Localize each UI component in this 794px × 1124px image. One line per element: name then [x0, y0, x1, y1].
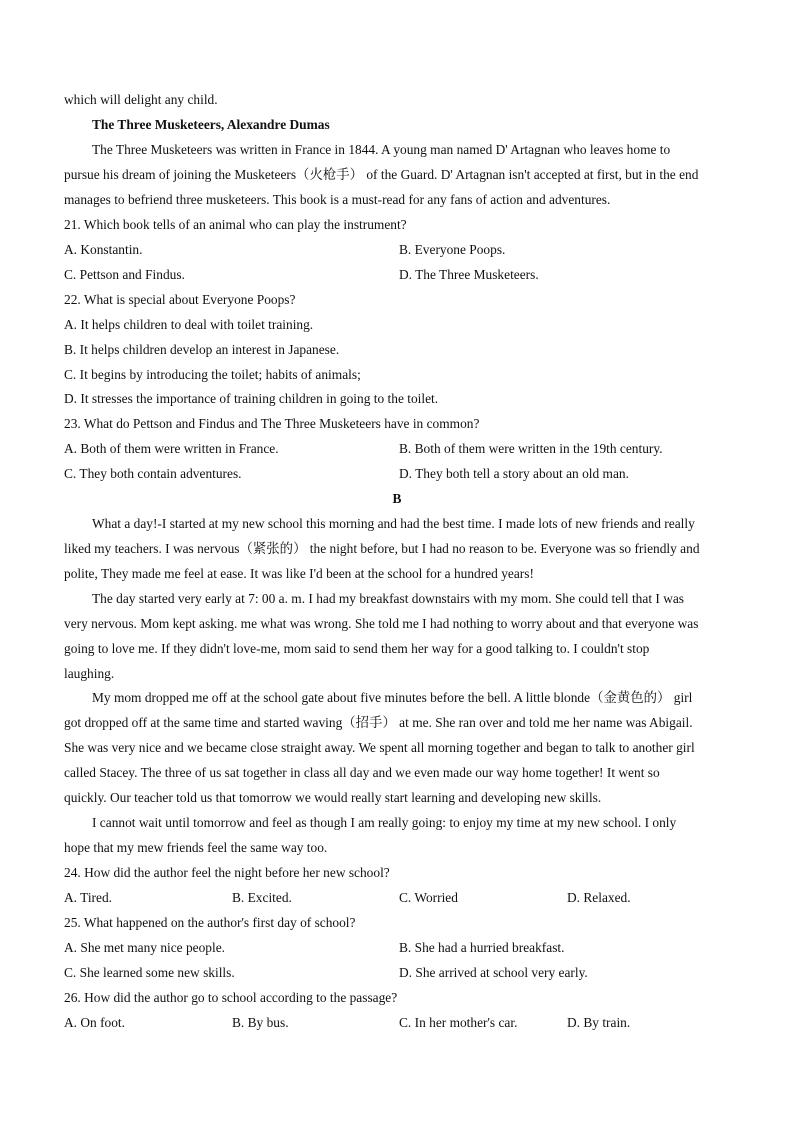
- passage-b-line: The day started very early at 7: 00 a. m. I had my breakfast downstairs with my mom. She could tell that I was: [92, 591, 685, 606]
- passage-b-line: laughing.: [64, 666, 115, 681]
- musketeers-heading: The Three Musketeers, Alexandre Dumas: [92, 117, 330, 132]
- q22-option-b: B. It helps children develop an interest in Japanese.: [64, 342, 340, 357]
- passage-b-line: hope that my mew friends feel the same way too.: [64, 840, 328, 855]
- passage-b-line: got dropped off at the same time and started waving（招手） at me. She ran over and told me her name was Abigail.: [64, 715, 693, 730]
- passage-b-line: liked my teachers. I was nervous（紧张的） the night before, but I had no reason to be. Everyone was so friendly and: [64, 541, 700, 556]
- section-b-label: B: [392, 491, 402, 506]
- musketeers-line: manages to befriend three musketeers. This book is a must-read for any fans of action and adventures.: [64, 192, 611, 207]
- q26-option-d: D. By train.: [567, 1015, 631, 1030]
- passage-b-line: polite, They made me feel at ease. It was like I'd been at the school for a hundred years!: [64, 566, 534, 581]
- q23-option-a: A. Both of them were written in France.: [64, 441, 279, 456]
- q25-option-d: D. She arrived at school very early.: [399, 965, 588, 980]
- q25-option-a: A. She met many nice people.: [64, 940, 226, 955]
- q22-option-d: D. It stresses the importance of training children in going to the toilet.: [64, 391, 439, 406]
- q26-option-c: C. In her mother's car.: [399, 1015, 518, 1030]
- q26-stem: 26. How did the author go to school according to the passage?: [64, 990, 398, 1005]
- passage-b-line: My mom dropped me off at the school gate about five minutes before the bell. A little blonde（金黄色的） girl: [92, 690, 693, 705]
- q22-option-a: A. It helps children to deal with toilet training.: [64, 317, 314, 332]
- passage-b-line: very nervous. Mom kept asking. me what was wrong. She told me I had nothing to worry about and that everyone was: [64, 616, 699, 631]
- passage-b-line: What a day!-I started at my new school this morning and had the best time. I made lots of new friends and really: [92, 516, 695, 531]
- passage-b-line: going to love me. If they didn't love-me, mom said to send them her way for a good talking to. I couldn't stop: [64, 641, 650, 656]
- q22-option-c: C. It begins by introducing the toilet; habits of animals;: [64, 367, 361, 382]
- q21-option-d: D. The Three Musketeers.: [399, 267, 539, 282]
- q21-stem: 21. Which book tells of an animal who can play the instrument?: [64, 217, 407, 232]
- q25-option-c: C. She learned some new skills.: [64, 965, 235, 980]
- musketeers-line: The Three Musketeers was written in France in 1844. A young man named D' Artagnan who leaves home to: [92, 142, 671, 157]
- passage-b-line: called Stacey. The three of us sat together in class all day and we even made our way home together! It went so: [64, 765, 660, 780]
- q24-stem: 24. How did the author feel the night before her new school?: [64, 865, 390, 880]
- q22-stem: 22. What is special about Everyone Poops?: [64, 292, 296, 307]
- passage-b-line: She was very nice and we became close straight away. We spent all morning together and began to talk to another girl: [64, 740, 695, 755]
- q24-option-c: C. Worried: [399, 890, 458, 905]
- q21-option-b: B. Everyone Poops.: [399, 242, 506, 257]
- q23-stem: 23. What do Pettson and Findus and The Three Musketeers have in common?: [64, 416, 480, 431]
- q24-option-d: D. Relaxed.: [567, 890, 631, 905]
- q25-option-b: B. She had a hurried breakfast.: [399, 940, 565, 955]
- q21-option-c: C. Pettson and Findus.: [64, 267, 185, 282]
- q26-option-b: B. By bus.: [232, 1015, 289, 1030]
- q23-option-b: B. Both of them were written in the 19th century.: [399, 441, 663, 456]
- q23-option-d: D. They both tell a story about an old man.: [399, 466, 629, 481]
- passage-a-tail: which will delight any child.: [64, 92, 218, 107]
- q24-option-a: A. Tired.: [64, 890, 112, 905]
- q24-option-b: B. Excited.: [232, 890, 292, 905]
- q26-option-a: A. On foot.: [64, 1015, 125, 1030]
- q21-option-a: A. Konstantin.: [64, 242, 143, 257]
- passage-b-line: quickly. Our teacher told us that tomorrow we would really start learning and developing new skills.: [64, 790, 602, 805]
- musketeers-line: pursue his dream of joining the Musketeers（火枪手） of the Guard. D' Artagnan isn't accepted at first, but in the end: [64, 167, 699, 182]
- q23-option-c: C. They both contain adventures.: [64, 466, 242, 481]
- q25-stem: 25. What happened on the author's first day of school?: [64, 915, 356, 930]
- passage-b-line: I cannot wait until tomorrow and feel as though I am really going: to enjoy my time at my new school. I only: [92, 815, 677, 830]
